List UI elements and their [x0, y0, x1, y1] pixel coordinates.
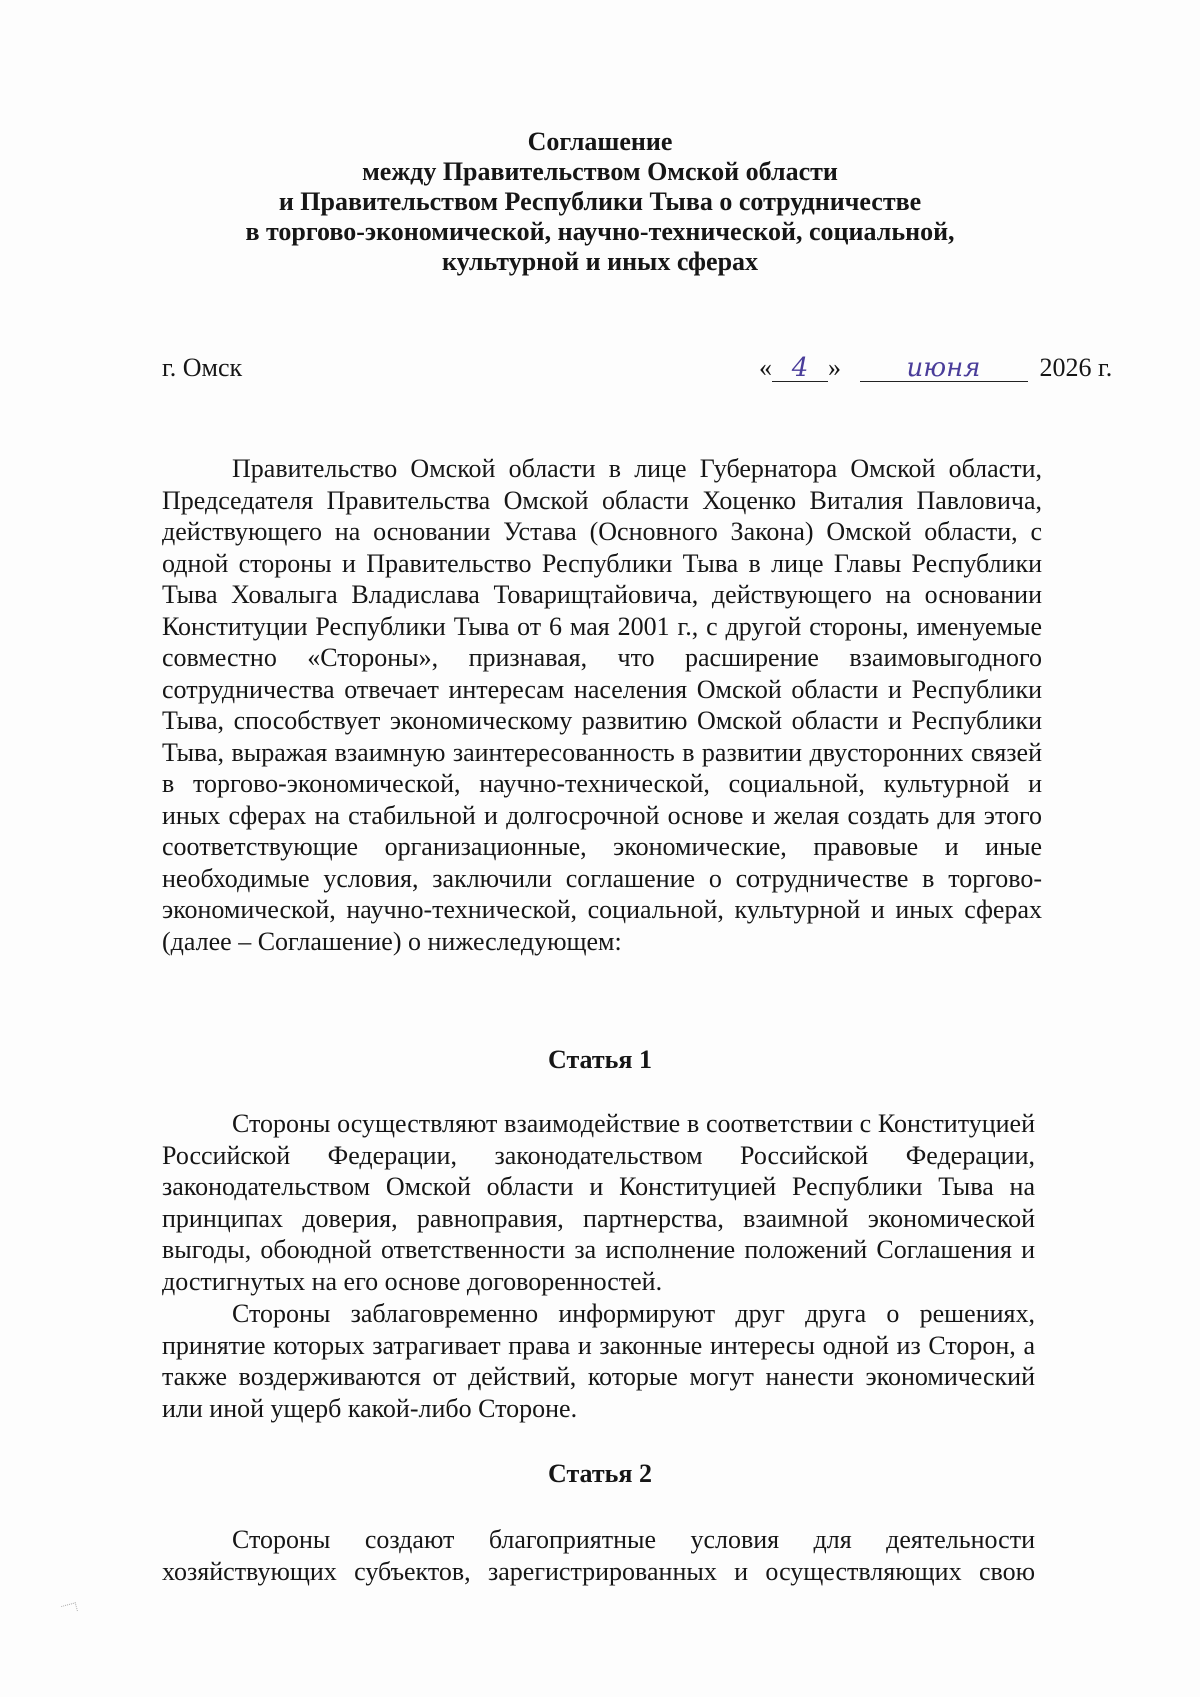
handwritten-month: июня — [860, 355, 1028, 382]
article-2-heading: Статья 2 — [548, 1459, 652, 1488]
signing-date — [759, 353, 1112, 383]
handwritten-day: 4 — [772, 355, 828, 382]
title-line: Соглашение — [527, 127, 673, 156]
date-open-quote: « — [759, 353, 772, 382]
article-1-heading: Статья 1 — [548, 1045, 652, 1074]
agreement-title — [200, 127, 1000, 277]
title-line: культурной и иных сферах — [441, 247, 759, 276]
article-1-paragraph-2: Стороны заблаговременно информируют друг друга о решениях, принятие которых затрагивает права и законные интересы одной из Сторон, а также воздерживаются от действий, которые могут нанести экономический или иной ущерб какой-либо Стороне. — [162, 1299, 1035, 1423]
date-close-quote: » — [828, 353, 841, 382]
title-line: в торгово-экономической, научно-технической, социальной, — [245, 217, 955, 246]
article-2-paragraph-1: Стороны создают благоприятные условия для деятельности хозяйствующих субъектов, зарегистрированных и осуществляющих свою — [162, 1525, 1035, 1586]
article-1-paragraph-1: Стороны осуществляют взаимодействие в соответствии с Конституцией Российской Федерации, законодательством Российской Федерации, законодательством Омской области и Конституцией Республики Тыва на принципах доверия, равноправия, партнерства, взаимной экономической выгоды, обоюдной ответственности за исполнение положений Соглашения и достигнутых на его основе договоренностей. — [162, 1109, 1035, 1296]
date-year: 2026 г. — [1039, 353, 1113, 382]
title-line: и Правительством Республики Тыва о сотрудничестве — [278, 187, 922, 216]
scan-mark — [61, 1602, 78, 1615]
title-line: между Правительством Омской области — [362, 157, 838, 186]
place-of-signing: г. Омск — [162, 353, 243, 382]
preamble-paragraph: Правительство Омской области в лице Губернатора Омской области, Председателя Правительства Омской области Хоценко Виталия Павловича, действующего на основании Устава (Основного Закона) Омской области, с одной стороны и Правительство Республики Тыва в лице Главы Республики Тыва Ховалыга Владислава Товарищтайовича, действующего на основании Конституции Республики Тыва от 6 мая 2001 г., с другой стороны, именуемые совместно «Стороны», признавая, что расширение взаимовыгодного сотрудничества отвечает интересам населения Омской области и Республики Тыва, способствует экономическому развитию Омской области и Республики Тыва, выражая взаимную заинтересованность в развитии двусторонних связей в торгово-экономической, научно-технической, социальной, культурной и иных сферах на стабильной и долгосрочной основе и желая создать для этого соответствующие организационные, экономические, правовые и иные необходимые условия, заключили соглашение о сотрудничестве в торгово-экономической, научно-технической, социальной, культурной и иных сферах (далее – Соглашение) о нижеследующем: — [162, 454, 1042, 956]
